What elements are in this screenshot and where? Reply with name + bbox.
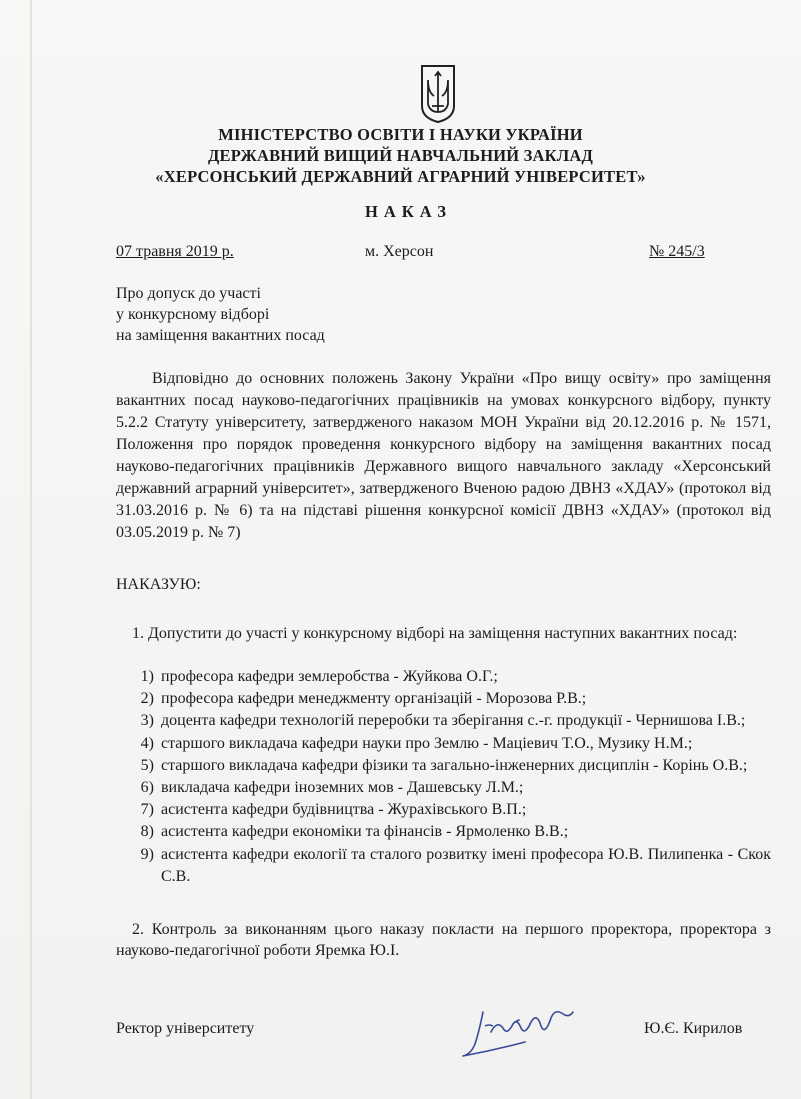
candidates-list: [116, 666, 771, 888]
signatory-role: Ректор університету: [116, 1020, 255, 1037]
order-point-2: 2. Контроль за виконанням цього наказу покласти на першого проректора, проректора з науково-педагогічної роботи Яремка Ю.І.: [116, 921, 771, 959]
order-point-1: 1. Допустити до участі у конкурсному відборі на заміщення наступних вакантних посад:: [132, 625, 738, 642]
subject-line: у конкурсному відборі: [116, 306, 270, 323]
item-text: викладача кафедри іноземних мов - Дашевську Л.М.;: [161, 779, 524, 797]
order-directive: НАКАЗУЮ:: [116, 576, 201, 593]
list-item: [116, 666, 771, 688]
list-item: [116, 733, 771, 755]
item-text: старшого викладача кафедри науки про Землю - Маціевич Т.О., Музику Н.М.;: [161, 734, 693, 752]
university-name: «ХЕРСОНСЬКИЙ ДЕРЖАВНИЙ АГРАРНИЙ УНІВЕРСИТЕТ»: [155, 167, 646, 186]
preamble-paragraph: Відповідно до основних положень Закону України «Про вищу освіту» про заміщення вакантних посад науково-педагогічних працівників на умовах конкурсного відбору, пункту 5.2.2 Статуту університету, затвердженого наказом МОН України від 20.12.2016 р. № 1571, Положення про порядок проведення конкурсного відбору на заміщення вакантних посад науково-педагогічних працівників Державного вищого навчального закладу «Херсонський державний аграрний університет», затвердженого Вченою радою ДВНЗ «ХДАУ» (протокол від 31.03.2016 р. № 6) та на підставі рішення конкурсної комісії ДВНЗ «ХДАУ» (протокол від 03.05.2019 р. № 7): [116, 370, 771, 541]
institution-type: ДЕРЖАВНИЙ ВИЩИЙ НАВЧАЛЬНИЙ ЗАКЛАД: [207, 146, 593, 165]
document-header: [0, 124, 801, 187]
handwritten-signature-icon: [455, 992, 595, 1062]
order-date: 07 травня 2019 р.: [116, 243, 234, 260]
order-city: м. Херсон: [365, 243, 434, 260]
item-text: асистента кафедри економіки та фінансів - Ярмоленко В.В.;: [161, 823, 569, 841]
ministry-name: МІНІСТЕРСТВО ОСВІТИ І НАУКИ УКРАЇНИ: [218, 125, 583, 144]
item-text: асистента кафедри будівництва - Журахівського В.П.;: [161, 801, 527, 819]
item-number: 5): [140, 756, 154, 774]
list-item: [116, 688, 771, 710]
item-number: 7): [140, 801, 154, 819]
item-number: 1): [140, 668, 154, 685]
item-number: 8): [140, 823, 154, 841]
subject-line: Про допуск до участі: [116, 285, 261, 302]
order-number: № 245/3: [649, 243, 705, 260]
subject-line: на заміщення вакантних посад: [116, 327, 325, 344]
item-text: професора кафедри землеробства - Жуйкова О.Г.;: [161, 668, 498, 685]
item-number: 4): [140, 734, 154, 752]
item-text: професора кафедри менеджменту організацій - Морозова Р.В.;: [161, 690, 587, 708]
signatory-name: Ю.Є. Кирилов: [644, 1020, 743, 1037]
list-item: [116, 844, 771, 888]
item-text: асистента кафедри екології та сталого розвитку імені професора Ю.В. Пилипенка - Скок С.В.: [161, 845, 771, 885]
item-number: 6): [140, 779, 154, 797]
order-subject: [116, 283, 325, 346]
item-number: 2): [140, 690, 154, 708]
item-text: доцента кафедри технологій переробки та зберігання с.-г. продукції - Чернишова І.В.;: [161, 712, 746, 730]
item-number: 3): [140, 712, 154, 730]
list-item: [116, 710, 771, 732]
list-item: [116, 821, 771, 843]
list-item: [116, 755, 771, 777]
trident-emblem-icon: [418, 62, 458, 124]
item-text: старшого викладача кафедри фізики та загально-інженерних дисциплін - Корінь О.В.;: [161, 756, 748, 774]
list-item: [116, 799, 771, 821]
item-number: 9): [140, 845, 154, 863]
document-title: НАКАЗ: [365, 202, 452, 221]
list-item: [116, 777, 771, 799]
